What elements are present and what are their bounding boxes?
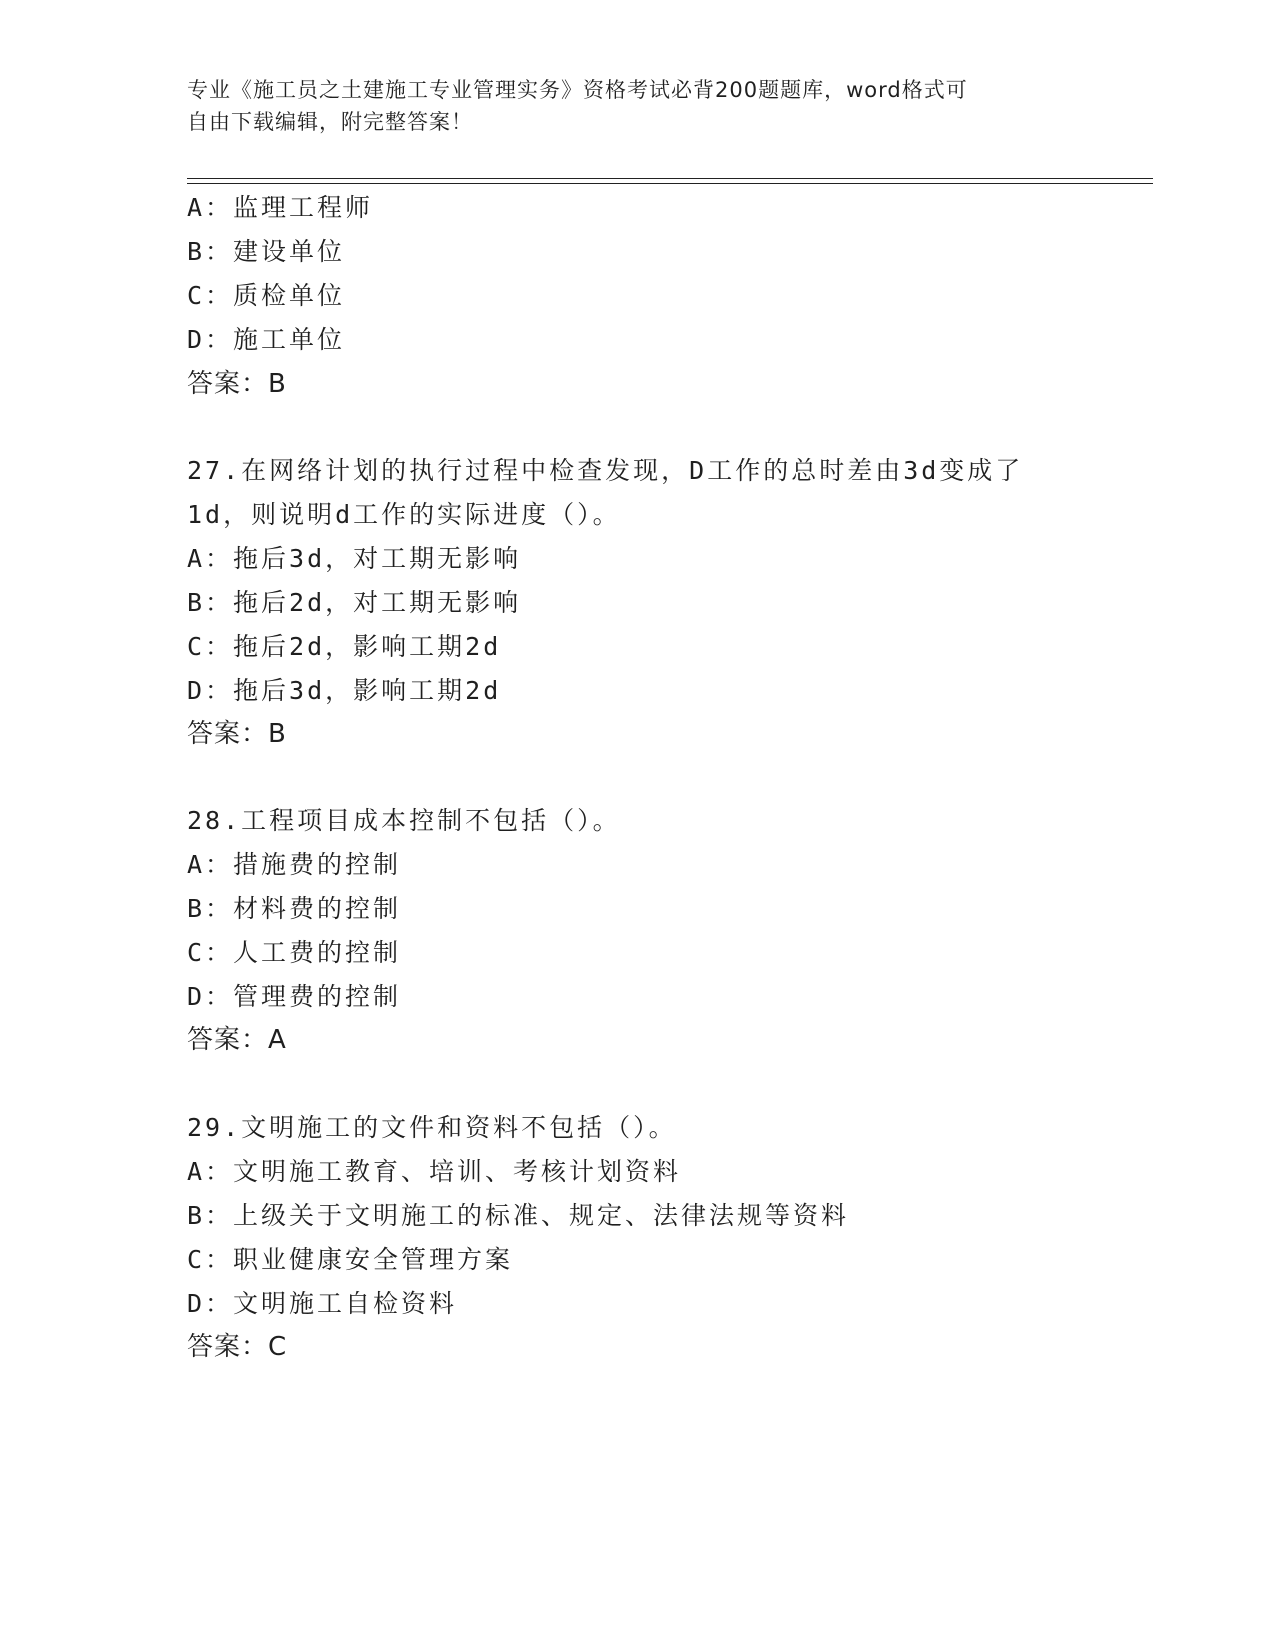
q27-option-b: B：拖后2d，对工期无影响 (187, 588, 522, 617)
q27-option-d: D：拖后3d，影响工期2d (187, 676, 502, 705)
q27-answer: 答案：B (187, 719, 287, 749)
q27-stem-line-1: 27.在网络计划的执行过程中检查发现，D工作的总时差由3d变成了 (187, 456, 1024, 485)
q27-option-c: C：拖后2d，影响工期2d (187, 632, 502, 661)
q26-option-c: C：质检单位 (187, 281, 346, 310)
header-divider-bottom (187, 183, 1153, 184)
header-line-1: 专业《施工员之土建施工专业管理实务》资格考试必背200题题库，word格式可 (187, 78, 968, 102)
q29-option-b: B：上级关于文明施工的标准、规定、法律法规等资料 (187, 1201, 850, 1230)
q26-answer: 答案：B (187, 369, 287, 399)
header-divider-top (187, 178, 1153, 179)
q26-option-d: D：施工单位 (187, 325, 346, 354)
q28-option-a: A：措施费的控制 (187, 850, 402, 879)
q26-option-a: A：监理工程师 (187, 193, 374, 222)
q27-option-a: A：拖后3d，对工期无影响 (187, 544, 522, 573)
q29-stem: 29.文明施工的文件和资料不包括（）。 (187, 1113, 677, 1142)
q28-option-c: C：人工费的控制 (187, 938, 402, 967)
q26-option-b: B：建设单位 (187, 237, 346, 266)
header-line-2: 自由下载编辑，附完整答案！ (187, 110, 473, 134)
page-header (187, 74, 1087, 138)
q28-option-d: D：管理费的控制 (187, 982, 402, 1011)
q28-stem: 28.工程项目成本控制不包括（）。 (187, 806, 621, 835)
q27-stem-line-2: 1d，则说明d工作的实际进度（）。 (187, 500, 621, 529)
q29-answer: 答案：C (187, 1332, 288, 1362)
q29-option-c: C：职业健康安全管理方案 (187, 1245, 514, 1274)
q28-answer: 答案：A (187, 1025, 287, 1055)
q29-option-d: D：文明施工自检资料 (187, 1289, 458, 1318)
q29-option-a: A：文明施工教育、培训、考核计划资料 (187, 1157, 682, 1186)
q28-option-b: B：材料费的控制 (187, 894, 402, 923)
